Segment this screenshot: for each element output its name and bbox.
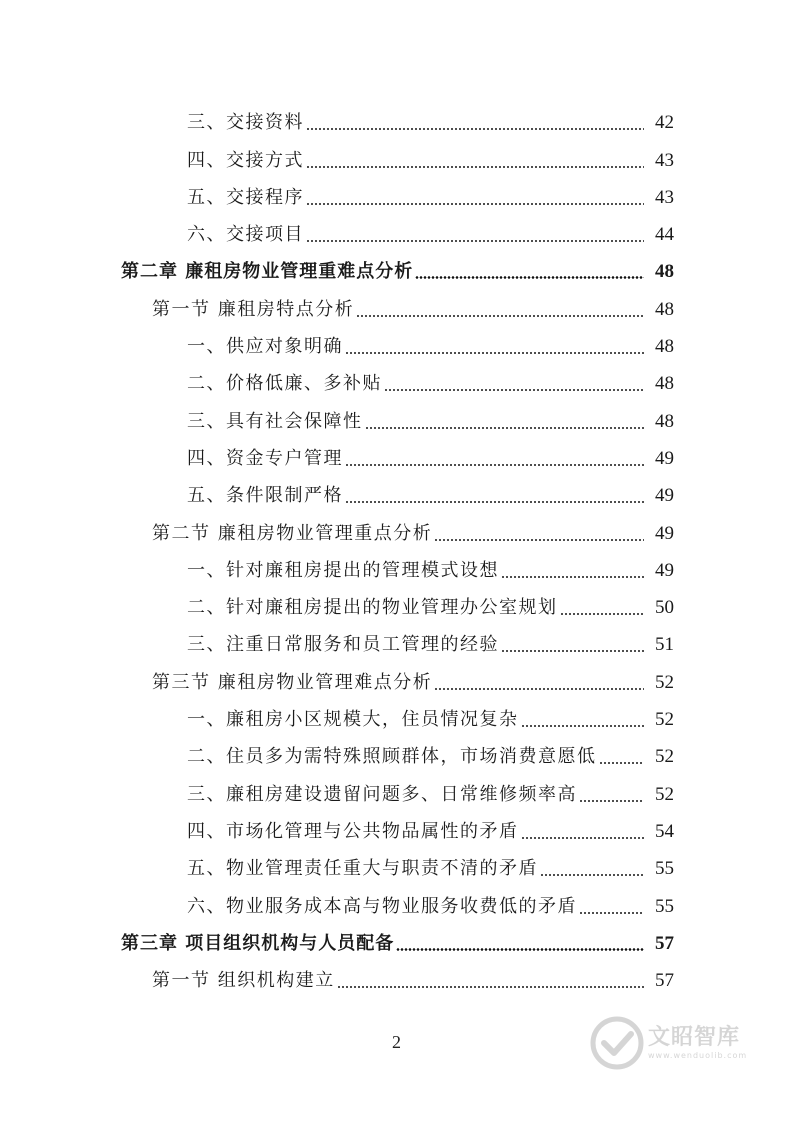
toc-entry-label: 五、物业管理责任重大与职责不清的矛盾 — [187, 858, 538, 880]
toc-entry[interactable] — [0, 137, 793, 174]
toc-entry-page: 48 — [655, 336, 674, 358]
toc-entry[interactable] — [0, 100, 793, 137]
toc-entry[interactable] — [0, 622, 793, 659]
toc-entry-page: 48 — [655, 261, 674, 283]
toc-entry-page: 55 — [655, 858, 674, 880]
toc-entry-label: 第三节 廉租房物业管理难点分析 — [152, 671, 433, 693]
toc-entry-page: 57 — [655, 970, 674, 992]
dot-leader — [356, 315, 644, 317]
dot-leader — [501, 576, 644, 578]
toc-entry-label: 第三章 项目组织机构与人员配备 — [121, 932, 395, 954]
watermark-url: www.wenduolib.com — [648, 1051, 748, 1060]
dot-leader — [560, 613, 645, 615]
dot-leader — [384, 389, 644, 391]
dot-leader — [501, 650, 644, 652]
toc-entry[interactable] — [0, 809, 793, 846]
toc-entry-label: 三、廉租房建设遗留问题多、日常维修频率高 — [187, 783, 577, 805]
toc-entry-page: 49 — [655, 522, 674, 544]
dot-leader — [306, 240, 644, 242]
toc-entry-label: 六、交接项目 — [187, 224, 304, 246]
dot-leader — [345, 464, 644, 466]
dot-leader — [415, 276, 644, 279]
toc-entry-page: 42 — [655, 112, 674, 134]
toc-entry[interactable] — [0, 846, 793, 883]
toc-entry-label: 四、市场化管理与公共物品属性的矛盾 — [187, 820, 519, 842]
toc-entry-label: 五、交接程序 — [187, 186, 304, 208]
toc-entry-label: 第二节 廉租房物业管理重点分析 — [152, 522, 433, 544]
watermark-logo-icon — [590, 1016, 644, 1070]
dot-leader — [599, 762, 645, 764]
toc-entry-label: 第一节 组织机构建立 — [152, 970, 335, 992]
dot-leader — [521, 725, 645, 727]
toc-chapter-entry[interactable] — [0, 921, 793, 958]
toc-entry-label: 六、物业服务成本高与物业服务收费低的矛盾 — [187, 895, 577, 917]
toc-entry-page: 51 — [655, 634, 674, 656]
dot-leader — [434, 539, 644, 541]
toc-entry-label: 第二章 廉租房物业管理重难点分析 — [121, 261, 414, 283]
toc-entry-page: 52 — [655, 783, 674, 805]
toc-entry-page: 48 — [655, 298, 674, 320]
toc-section-entry[interactable] — [0, 510, 793, 547]
toc-entry-page: 52 — [655, 709, 674, 731]
toc-entry[interactable] — [0, 436, 793, 473]
toc-entry-page: 48 — [655, 410, 674, 432]
toc-entry[interactable] — [0, 697, 793, 734]
toc-entry-label: 一、针对廉租房提出的管理模式设想 — [187, 559, 499, 581]
watermark-text: 文眧智库 — [648, 1025, 741, 1050]
toc-section-entry[interactable] — [0, 958, 793, 995]
watermark — [590, 1016, 747, 1070]
toc-entry-label: 四、资金专户管理 — [187, 447, 343, 469]
dot-leader — [579, 800, 644, 802]
dot-leader — [337, 986, 644, 988]
dot-leader — [345, 501, 644, 503]
toc-entry-page: 54 — [655, 820, 674, 842]
dot-leader — [306, 128, 644, 130]
toc-entry-label: 一、供应对象明确 — [187, 336, 343, 358]
dot-leader — [434, 688, 644, 690]
dot-leader — [396, 948, 644, 951]
toc-chapter-entry[interactable] — [0, 249, 793, 286]
toc-entry-page: 55 — [655, 895, 674, 917]
toc-entry-label: 二、价格低廉、多补贴 — [187, 373, 382, 395]
dot-leader — [365, 427, 645, 429]
toc-entry-page: 48 — [655, 373, 674, 395]
table-of-contents — [0, 100, 793, 995]
toc-section-entry[interactable] — [0, 659, 793, 696]
toc-entry-page: 43 — [655, 186, 674, 208]
toc-entry[interactable] — [0, 324, 793, 361]
page-number: 2 — [392, 1032, 401, 1052]
toc-entry[interactable] — [0, 361, 793, 398]
toc-entry[interactable] — [0, 398, 793, 435]
dot-leader — [579, 912, 644, 914]
toc-entry[interactable] — [0, 734, 793, 771]
toc-entry-label: 四、交接方式 — [187, 149, 304, 171]
toc-entry[interactable] — [0, 473, 793, 510]
toc-entry[interactable] — [0, 883, 793, 920]
toc-entry-label: 三、交接资料 — [187, 112, 304, 134]
toc-entry[interactable] — [0, 771, 793, 808]
toc-entry-page: 44 — [655, 224, 674, 246]
toc-entry-label: 第一节 廉租房特点分析 — [152, 298, 355, 320]
toc-entry[interactable] — [0, 175, 793, 212]
toc-entry-label: 三、注重日常服务和员工管理的经验 — [187, 634, 499, 656]
dot-leader — [540, 874, 644, 876]
toc-section-entry[interactable] — [0, 286, 793, 323]
dot-leader — [306, 203, 644, 205]
toc-entry-page: 49 — [655, 485, 674, 507]
toc-entry-page: 43 — [655, 149, 674, 171]
toc-entry-page: 49 — [655, 559, 674, 581]
toc-entry-label: 一、廉租房小区规模大，住员情况复杂 — [187, 709, 519, 731]
toc-entry-page: 50 — [655, 597, 674, 619]
toc-entry-page: 52 — [655, 671, 674, 693]
toc-entry-label: 五、条件限制严格 — [187, 485, 343, 507]
toc-entry-label: 二、住员多为需特殊照顾群体，市场消费意愿低 — [187, 746, 597, 768]
toc-entry-label: 三、具有社会保障性 — [187, 410, 363, 432]
toc-entry-label: 二、针对廉租房提出的物业管理办公室规划 — [187, 597, 558, 619]
toc-entry[interactable] — [0, 548, 793, 585]
toc-entry[interactable] — [0, 212, 793, 249]
toc-entry-page: 57 — [655, 932, 674, 954]
toc-entry[interactable] — [0, 585, 793, 622]
toc-entry-page: 52 — [655, 746, 674, 768]
dot-leader — [345, 352, 644, 354]
dot-leader — [521, 837, 645, 839]
dot-leader — [306, 166, 644, 168]
toc-entry-page: 49 — [655, 447, 674, 469]
